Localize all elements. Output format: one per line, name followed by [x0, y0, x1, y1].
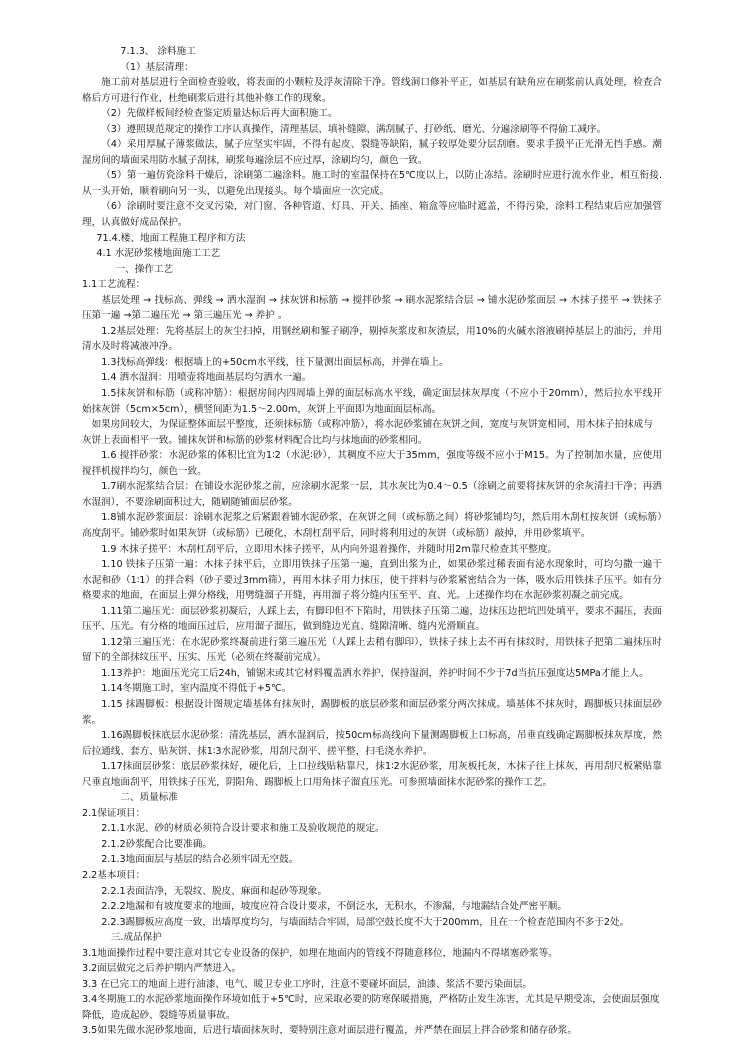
paragraph: 一、操作工艺: [115, 263, 174, 275]
paragraph: （2）先做样板间经检查鉴定质量达标后再大面积施工。: [101, 108, 338, 120]
paragraph: 1.16踢脚板抹底层水泥砂浆：清洗基层，洒水湿润后，按50cm标高线向下量测踢脚板上口标高，吊垂直线确定踢脚板抹灰厚度，然后拉通线、套方、贴灰饼、抹1∶3水泥砂浆，用刮尺刮平、搓平整，扫毛浇水养护。: [82, 730, 662, 757]
paragraph: （4）采用厚腻子薄浆做法，腻子应坚实牢固，不得有起皮、裂缝等缺陷，腻子较厚处要分层刮磨。要求手摸平正光滑无挡手感。潮湿房间的墙面采用防水腻子刮抹，刷浆每遍涂层不应过厚，涂刷均匀，颜色一致。: [82, 139, 662, 166]
paragraph: 1.4 洒水湿润：用喷壶将地面基层均匀洒水一遍。: [101, 372, 312, 384]
paragraph: （6）涂刷时要注意不交叉污染，对门窗、各种管道、灯具、开关、插座、箱盒等应临时遮盖，不得污染，涂料工程结束后应加强管理，认真做好成品保护。: [82, 201, 662, 229]
paragraph: 如果房间较大，为保证整体面层平整度，还须抹标筋（或称冲筋），将水泥砂浆铺在灰饼之间，宽度与灰饼宽相同，用木抹子拍抹成与灰饼上表面相平一致。铺抹灰饼和标筋的砂浆材料配合比均与抹地面的砂浆相同。: [82, 419, 653, 446]
paragraph: 基层处理 → 找标高、弹线 → 洒水湿润 → 抹灰饼和标筋 → 搅拌砂浆 → 刷水泥浆结合层 → 铺水泥砂浆面层 → 木抹子搓平 → 铁抹子压第一遍 →第二遍压光 → 第三遍压光 → 养护 。: [82, 294, 662, 322]
paragraph: 3.1地面操作过程中要注意对其它专业设备的保护，如埋在地面内的管线不得随意移位，地漏内不得堵塞砂浆等。: [82, 947, 558, 959]
paragraph: （3）遵照规范规定的操作工序认真操作，清理基层、填补缝隙、满刮腻子、打砂纸、磨光、分遍涂刷等不得偷工减序。: [101, 123, 607, 135]
paragraph: 2.2.2地漏和有坡度要求的地面，坡度应符合设计要求，不倒泛水，无积水，不渗漏，与地漏结合处严密平顺。: [101, 901, 567, 913]
paragraph: 1.11第二遍压光：面层砂浆初凝后，人踩上去，有脚印但不下陷时，用铁抹子压第二遍，边抹压边把坑凹处填平，要求不漏压，表面压平、压光。有分格的地面压过后，应用溜子溜压，做到缝边光直、缝隙清晰、缝内光滑顺直。: [82, 605, 662, 633]
paragraph: 二、质量标准: [120, 792, 178, 804]
paragraph: 1.15 抹踢脚板：根据设计图规定墙基体有抹灰时，踢脚板的底层砂浆和面层砂浆分两次抹成。墙基体不抹灰时，踢脚板只抹面层砂浆。: [82, 698, 662, 726]
paragraph: 1.1工艺流程：: [82, 279, 146, 291]
paragraph: 3.5如果先做水泥砂浆地面，后进行墙面抹灰时，要特别注意对面层进行覆盖，并严禁在面层上拌合砂浆和储存砂浆。: [82, 1025, 577, 1037]
paragraph: 2.2.3踢脚板应高度一致，出墙厚度均匀，与墙面结合牢固，局部空鼓长度不大于200mm，且在一个检查范围内不多于2处。: [101, 916, 630, 928]
paragraph: 7.1.3、 涂料施工: [120, 46, 196, 57]
paragraph: 1.10 铁抹子压第一遍：木抹子抹平后，立即用铁抹子压第一遍，直到出浆为止，如果砂浆过稀表面有泌水现象时，可均匀撒一遍干水泥和砂（1∶1）的拌合料（砂子要过3mm筛），再用木抹子用力抹压，使干拌料与砂浆紧密结合为一体，吸水后用铁抹子压平。如有分格要求的地面，在面层上弹分格线，用劈缝溜子开缝，再用溜子将分缝内压至平、直、光。上述操作均在水泥砂浆初凝之前完成。: [82, 559, 662, 602]
paragraph: 3.2面层做完之后养护期内严禁进入。: [82, 963, 242, 975]
paragraph: 1.13养护：地面压光完工后24h，铺锯末或其它材料覆盖洒水养护，保持湿润，养护时间不少于7d当抗压强度达5MPa才能上人。: [101, 667, 649, 679]
paragraph: 2.2.1表面洁净，无裂纹、脱皮、麻面和起砂等现象。: [101, 885, 328, 897]
paragraph: 1.5抹灰饼和标筋（或称冲筋）：根据房间内四周墙上弹的面层标高水平线，确定面层抹灰厚度（不应小于20mm），然后拉水平线开始抹灰饼（5cm×5cm），横竖间距为1.5～2.00m，灰饼上平面即为地面面层标高。: [82, 388, 662, 415]
paragraph: 2.2基本项目：: [82, 869, 146, 881]
paragraph: 1.14冬期施工时，室内温度不得低于+5℃。: [101, 683, 292, 695]
paragraph: 1.2基层处理：先将基层上的灰尘扫掉，用钢丝刷和錾子刷净，剔掉灰浆皮和灰渣层，用10%的火碱水溶液刷掉基层上的油污，并用清水及时将减液冲净。: [82, 325, 662, 353]
paragraph: 1.7刷水泥浆结合层：在铺设水泥砂浆之前，应涂刷水泥浆一层，其水灰比为0.4～0.5（涂刷之前要将抹灰饼的余灰清扫干净；再洒水湿润），不要涂刷面积过大，随刷随铺面层砂浆。: [82, 481, 662, 508]
paragraph: 3.3 在已完工的地面上进行油漆、电气、暖卫专业工序时，注意不要碰坏面层，油漆、浆活不要污染面层。: [82, 978, 533, 990]
paragraph: 2.1.3地面面层与基层的结合必须牢固无空鼓。: [101, 854, 299, 866]
paragraph: 2.1.1水泥、砂的材质必须符合设计要求和施工及验收规范的规定。: [101, 823, 385, 835]
paragraph: 4.1 水泥砂浆楼地面施工工艺: [96, 248, 221, 260]
paragraph: 1.12第三遍压光：在水泥砂浆终凝前进行第三遍压光（人踩上去稍有脚印），铁抹子抹上去不再有抹纹时，用铁抹子把第二遍抹压时留下的全部抹纹压平、压实、压光（必须在终凝前完成）。: [82, 636, 662, 664]
paragraph: 2.1保证项目：: [82, 807, 146, 819]
paragraph: 1.17抹面层砂浆：底层砂浆抹好，硬化后，上口拉线贴粘靠尺，抹1∶2水泥砂浆，用灰板托灰，木抹子往上抹灰，再用刮尺板紧贴靠尺垂直地面刮平，用铁抹子压光，阴阳角、踢脚板上口用角抹子溜直压光。可参照墙面抹水泥砂浆的操作工艺。: [82, 761, 662, 788]
paragraph: 71.4.楼、地面工程施工程序和方法: [96, 232, 246, 244]
paragraph: 1.3找标高弹线：根据墙上的+50cm水平线，往下量测出面层标高，并弹在墙上。: [101, 356, 449, 368]
paragraph: 三.成品保护: [110, 932, 162, 944]
paragraph: 3.4冬期施工的水泥砂浆地面操作环境如低于+5℃时，应采取必要的防寒保暖措施，严格防止发生冻害，尤其是早期受冻，会使面层强度降低，造成起砂、裂缝等质量事故。: [82, 994, 660, 1021]
paragraph: 1.9 木抹子搓平：木刮杠刮平后，立即用木抹子搓平，从内向外退着操作，并随时用2m靠尺检查其平整度。: [101, 543, 558, 555]
paragraph: 1.6 搅拌砂浆：水泥砂浆的体积比宜为1∶2（水泥∶砂），其稠度不应大于35mm，强度等级不应小于M15。为了控制加水量，应使用搅拌机搅拌均匀，颜色一致。: [82, 450, 662, 477]
paragraph: 2.1.2砂浆配合比要准确。: [101, 838, 212, 850]
paragraph: （5）第一遍仿瓷涂料干燥后，涂刷第二遍涂料。施工时的室温保持在5℃度以上，以防止冻结。涂刷时应进行流水作业，相互衔接.从一头开始，顺着刷向另一头，以避免出现接头。每个墙面应一次完成。: [82, 170, 662, 197]
document-page: [82, 44, 662, 1039]
paragraph: （1）基层清理：: [120, 61, 194, 73]
paragraph: 施工前对基层进行全面检查验收，将表面的小颗粒及浮灰清除干净。管线洞口修补平正，如基层有缺角应在刷浆前认真处理，检查合格后方可进行作业，杜绝刷浆后进行其他补修工作的现象。: [82, 77, 662, 104]
paragraph: 1.8铺水泥砂浆面层：涂刷水泥浆之后紧跟着铺水泥砂浆，在灰饼之间（或标筋之间）将砂浆铺均匀，然后用木刮杠按灰饼（或标筋）高度刮平。铺砂浆时如果灰饼（或标筋）已硬化，木刮杠刮平后，同时将利用过的灰饼（或标筋）敲掉，并用砂浆填平。: [82, 512, 662, 539]
